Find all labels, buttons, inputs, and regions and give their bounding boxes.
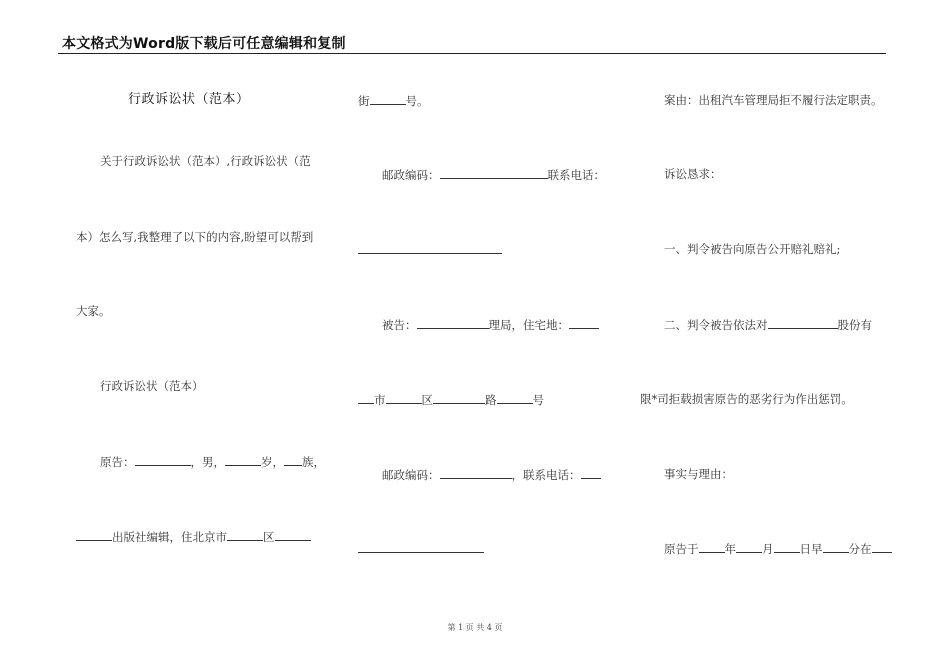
- number-label: 号。: [405, 94, 429, 108]
- gender-text: ，男，: [190, 455, 225, 469]
- postcode2-blank[interactable]: [440, 467, 512, 479]
- occupation-text: 出版社编辑，住北京市: [112, 530, 227, 544]
- phone2-blank[interactable]: [581, 467, 601, 479]
- city-label: 市: [374, 393, 386, 407]
- plaintiff-contact-line: [382, 167, 605, 182]
- plaintiff-label: 原告：: [100, 455, 135, 469]
- defendant-line: [382, 317, 599, 332]
- postcode-blank[interactable]: [440, 167, 548, 179]
- street-blank[interactable]: [275, 529, 311, 541]
- postcode-label: 邮政编码：: [382, 168, 440, 182]
- house-number-blank[interactable]: [497, 392, 533, 404]
- intro-line-1: 关于行政诉讼状（范本）,行政诉讼状（范: [100, 154, 311, 168]
- header-rule: [58, 53, 886, 54]
- road-label: 路: [485, 393, 497, 407]
- intro-line-3: 大家。: [76, 304, 111, 318]
- defendant-address-blank[interactable]: [569, 317, 599, 329]
- claim-2-suffix: 股份有: [837, 318, 872, 332]
- house-number-label: 号: [532, 393, 544, 407]
- city-blank[interactable]: [358, 392, 374, 404]
- postcode2-label: 邮政编码：: [382, 468, 440, 482]
- day-blank[interactable]: [774, 541, 800, 553]
- plaintiff-address-line: [76, 529, 311, 544]
- trailing-blank[interactable]: [872, 541, 892, 553]
- facts-heading: 事实与理由：: [664, 467, 733, 481]
- occupation-blank[interactable]: [76, 529, 112, 541]
- phone2-label: ，联系电话：: [511, 468, 581, 482]
- month-label: 月: [762, 542, 774, 556]
- district2-label: 区: [421, 393, 433, 407]
- document-title: 行政诉讼状（范本）: [128, 92, 250, 107]
- minute-blank[interactable]: [823, 541, 849, 553]
- age-text: 岁，: [261, 455, 284, 469]
- claim-2-line: [664, 317, 872, 332]
- facts-date-line: [664, 541, 892, 556]
- date-prefix: 原告于: [664, 542, 699, 556]
- phone-line: [358, 242, 502, 257]
- claim-2-continued: 限*司拒载损害原告的恶劣行为作出惩罚。: [640, 392, 853, 406]
- defendant-address-line: [358, 392, 544, 407]
- defendant-label: 被告：: [382, 318, 417, 332]
- ethnicity-blank[interactable]: [284, 454, 302, 466]
- district2-blank[interactable]: [386, 392, 422, 404]
- defendant-contact-line: [382, 467, 601, 482]
- ethnicity-text: 族，: [302, 455, 325, 469]
- phone2-continued-blank[interactable]: [358, 541, 484, 553]
- year-label: 年: [724, 542, 736, 556]
- claim-1: 一、判令被告向原告公开赔礼赔礼;: [664, 242, 841, 256]
- claims-heading: 诉讼恳求：: [664, 167, 722, 181]
- street-number-blank[interactable]: [370, 93, 406, 105]
- street-line: [358, 93, 429, 108]
- defendant-blank[interactable]: [417, 317, 489, 329]
- district-blank[interactable]: [227, 529, 263, 541]
- document-header: 本文格式为Word版下载后可任意编辑和复制: [62, 36, 346, 52]
- claim-2-text: 二、判令被告依法对: [664, 318, 768, 332]
- plaintiff-line: [100, 454, 325, 469]
- month-blank[interactable]: [736, 541, 762, 553]
- district-text: 区: [263, 530, 275, 544]
- age-blank[interactable]: [225, 454, 261, 466]
- company-blank[interactable]: [768, 317, 838, 329]
- year-blank[interactable]: [699, 541, 725, 553]
- page-number: 第 1 页 共 4 页: [447, 623, 503, 632]
- phone-blank[interactable]: [358, 242, 502, 254]
- phone-label: 联系电话：: [547, 168, 605, 182]
- name-blank[interactable]: [135, 454, 191, 466]
- cause-of-action: 案由：出租汽车管理局拒不履行法定职责。: [664, 93, 883, 107]
- minute-label: 分在: [848, 542, 872, 556]
- phone2-line: [358, 541, 484, 556]
- defendant-address-label: 理局，住宅地：: [488, 318, 569, 332]
- day-label: 日早: [799, 542, 823, 556]
- street-label: 街: [358, 94, 370, 108]
- section-title: 行政诉讼状（范本）: [100, 379, 204, 393]
- road-blank[interactable]: [433, 392, 485, 404]
- intro-line-2: 本）怎么写,我整理了以下的内容,盼望可以帮到: [76, 230, 314, 244]
